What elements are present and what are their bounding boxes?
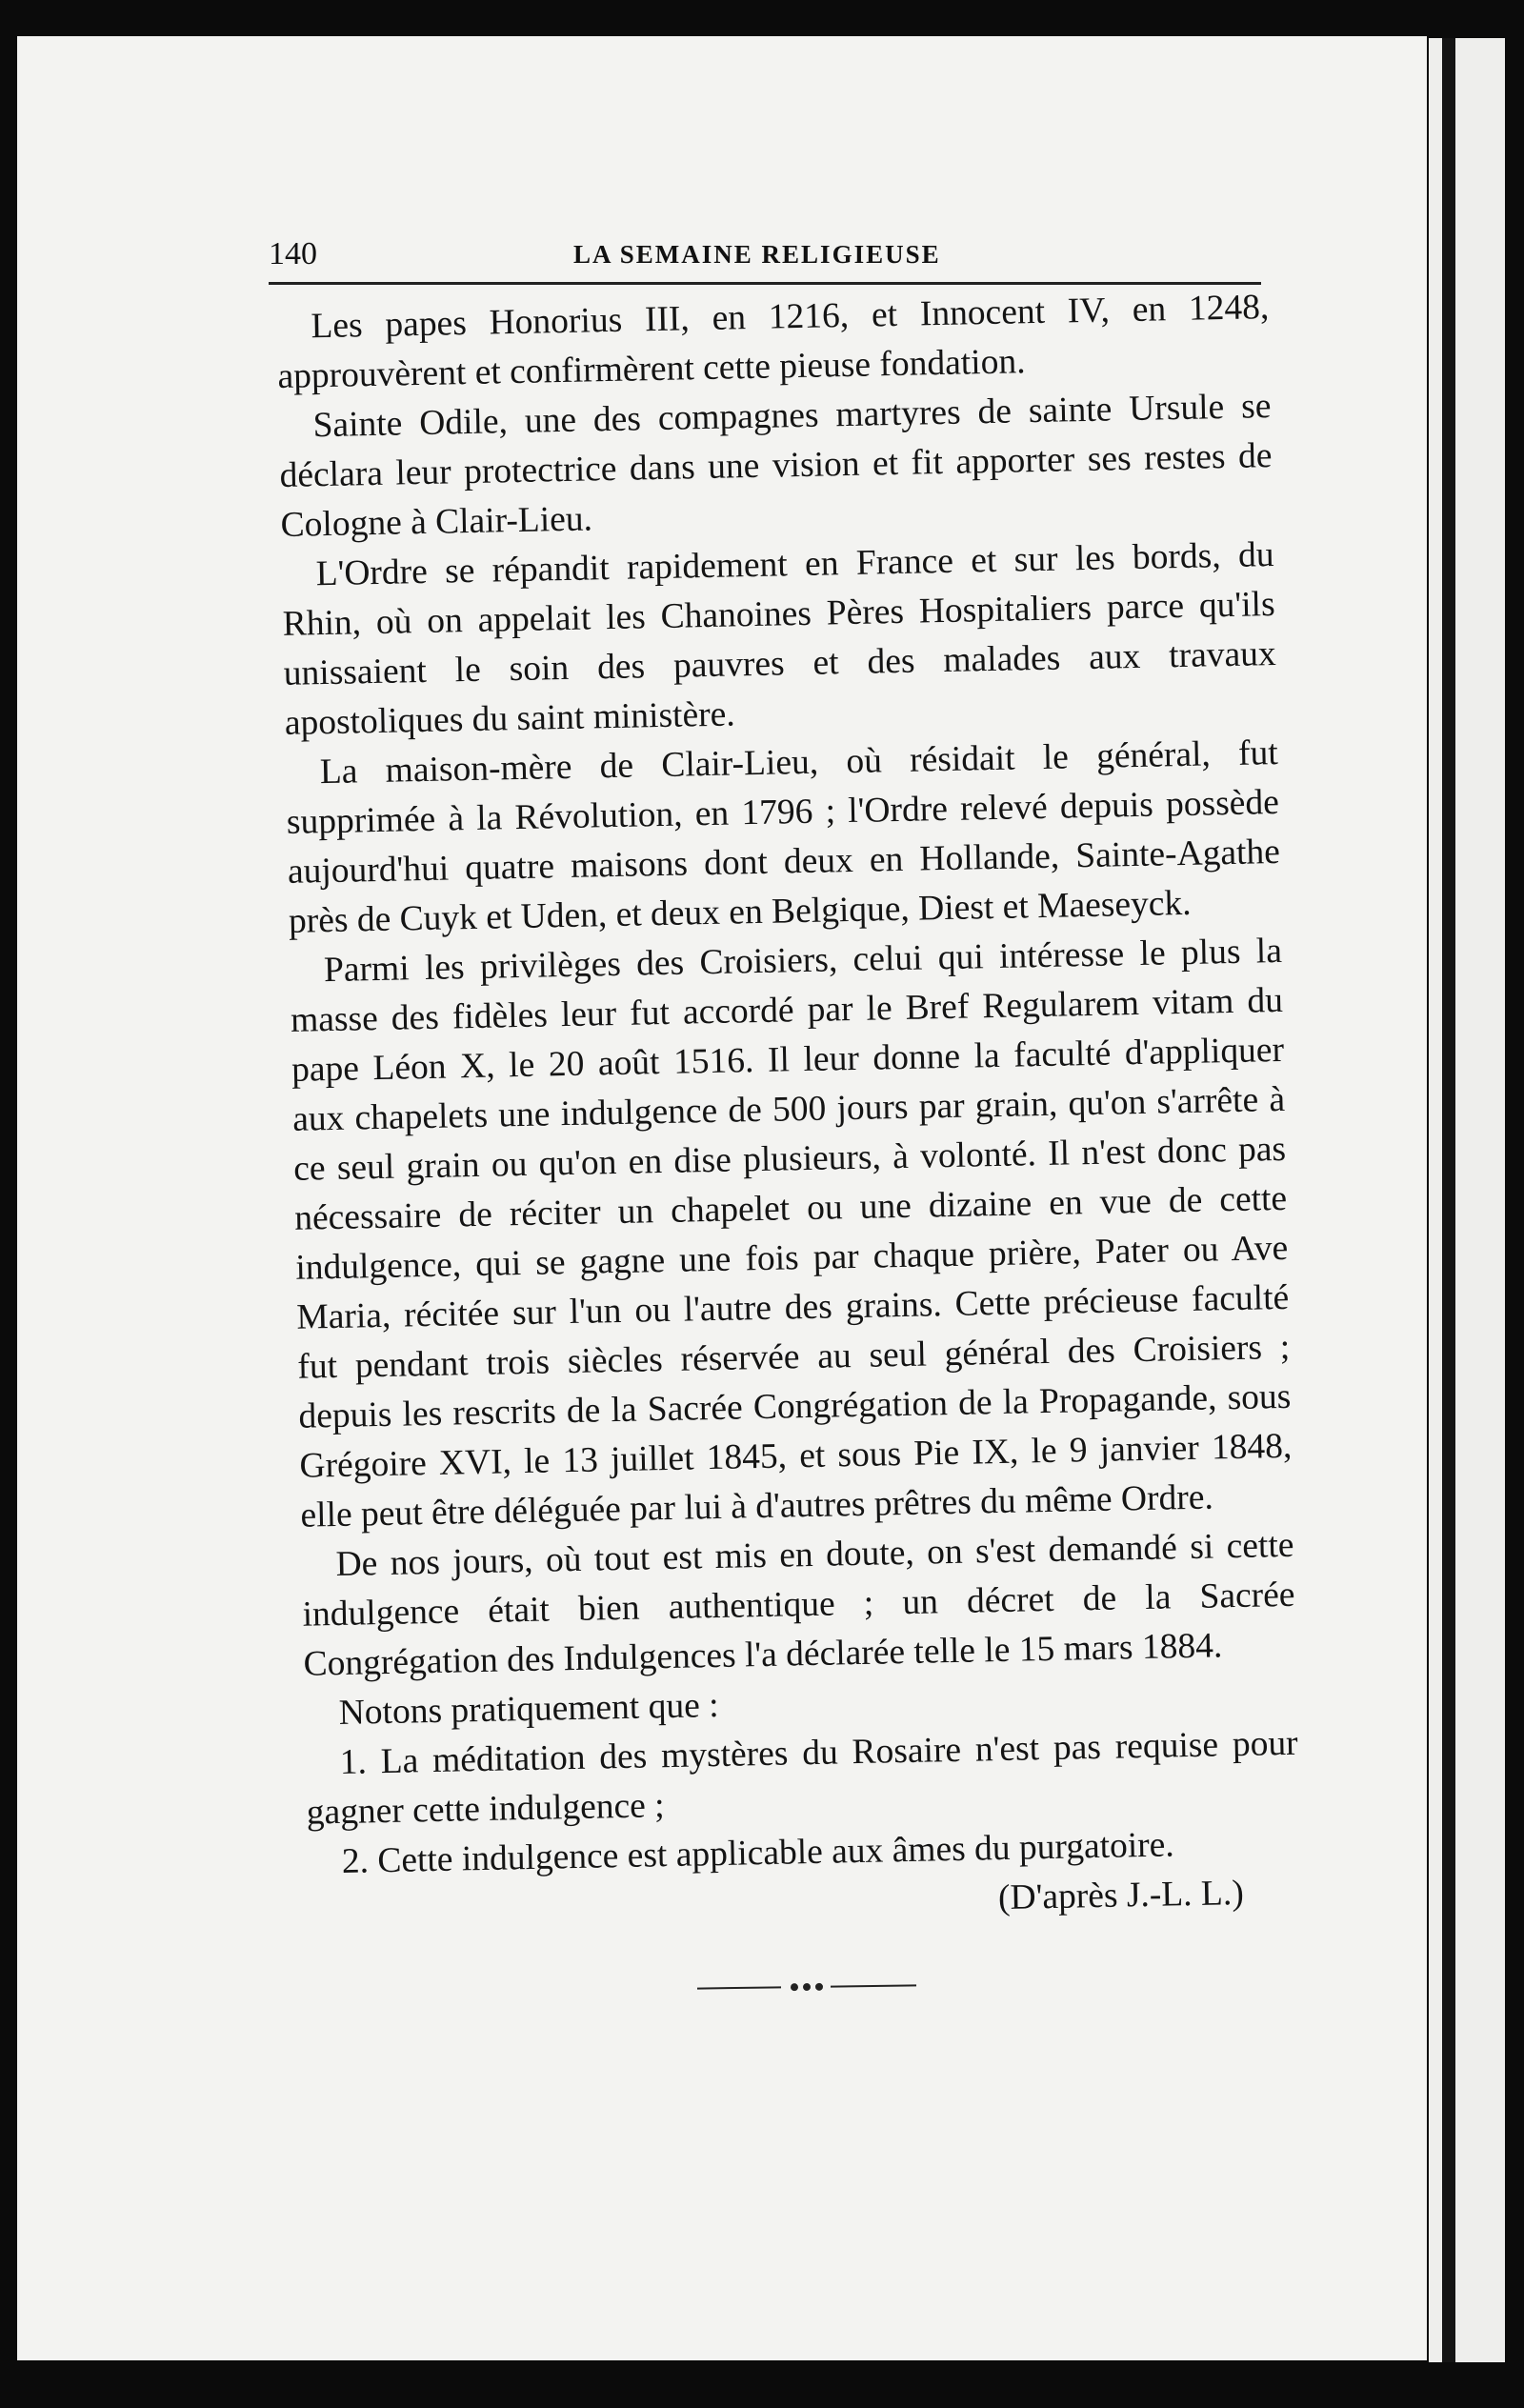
paragraph: De nos jours, où tout est mis en doute, on s'est demandé si cette indulgence était bien authentique ; un décret de la Sacrée Congrégation des Indulgences l'a déclarée telle le 15 mars 1884. — [302, 1525, 1295, 1684]
signature: (D'après J.-L. L.) — [997, 1873, 1245, 1918]
ornament-rule-left — [697, 1986, 781, 1989]
article-body — [276, 283, 1301, 1937]
paragraph: Parmi les privilèges des Croisiers, celui qui intéresse le plus la masse des fidèles leur fut accordé par le Bref Regularem vitam du pape Léon X, le 20 août 1516. Il leur donne la faculté d'appliquer aux chapelets une indulgence de 500 jours par grain, qu'on s'arrête à ce seul grain ou qu'on en dise plusieurs, à volonté. Il n'est donc pas nécessaire de réciter un chapelet ou une dizaine en vue de cette indulgence, qui se gagne une fois par chaque prière, Pater ou Ave Maria, récitée sur l'un ou l'autre des grains. Cette précieuse faculté fut pendant trois siècles réservée au seul général des Croisiers ; depuis les rescrits de la Sacrée Congrégation de la Propagande, sous Grégoire XVI, le 13 juillet 1845, et sous Pie IX, le 9 janvier 1848, elle peut être déléguée par lui à d'autres prêtres du même Ordre. — [290, 931, 1293, 1535]
paragraph: La maison-mère de Clair-Lieu, où résidait le général, fut supprimée à la Révolution, en 1796 ; l'Ordre relevé depuis possède aujourd'hui quatre maisons dont deux en Hollande, Sainte-Agathe près de Cuyk et Uden, et deux en Belgique, Diest et Maeseyck. — [286, 732, 1281, 941]
ornament-dot — [791, 1983, 798, 1991]
list-item: 2. Cette indulgence est applicable aux âmes du purgatoire. — [341, 1825, 1175, 1881]
list-item: 1. La méditation des mystères du Rosaire n'est pas requise pour gagner cette indulgence ; — [306, 1723, 1298, 1833]
page-header — [269, 236, 1261, 278]
ornament-rule-right — [831, 1984, 916, 1987]
header-rule — [269, 282, 1261, 285]
running-title: LA SEMAINE RELIGIEUSE — [573, 240, 941, 269]
adjacent-page-edge — [1429, 38, 1505, 2362]
end-ornament — [697, 1976, 916, 1997]
ornament-dot — [815, 1983, 823, 1991]
paragraph: Sainte Odile, une des compagnes martyres de sainte Ursule se déclara leur protectrice dans une vision et fit apporter ses restes de Cologne à Clair-Lieu. — [279, 387, 1273, 545]
page-number: 140 — [269, 236, 317, 271]
paragraph: Notons pratiquement que : — [338, 1685, 719, 1733]
paragraph: Les papes Honorius III, en 1216, et Innocent IV, en 1248, approuvèrent et confirmèrent cette pieuse fondation. — [277, 288, 1270, 396]
ornament-dots — [785, 1977, 829, 1997]
page-gutter — [1442, 38, 1455, 2362]
paragraph: L'Ordre se répandit rapidement en France et sur les bords, du Rhin, où on appelait les Chanoines Pères Hospitaliers parce qu'ils unissaient le soin des pauvres et des malades aux travaux apostoliques du saint ministère. — [282, 535, 1277, 743]
ornament-dot — [803, 1983, 811, 1991]
